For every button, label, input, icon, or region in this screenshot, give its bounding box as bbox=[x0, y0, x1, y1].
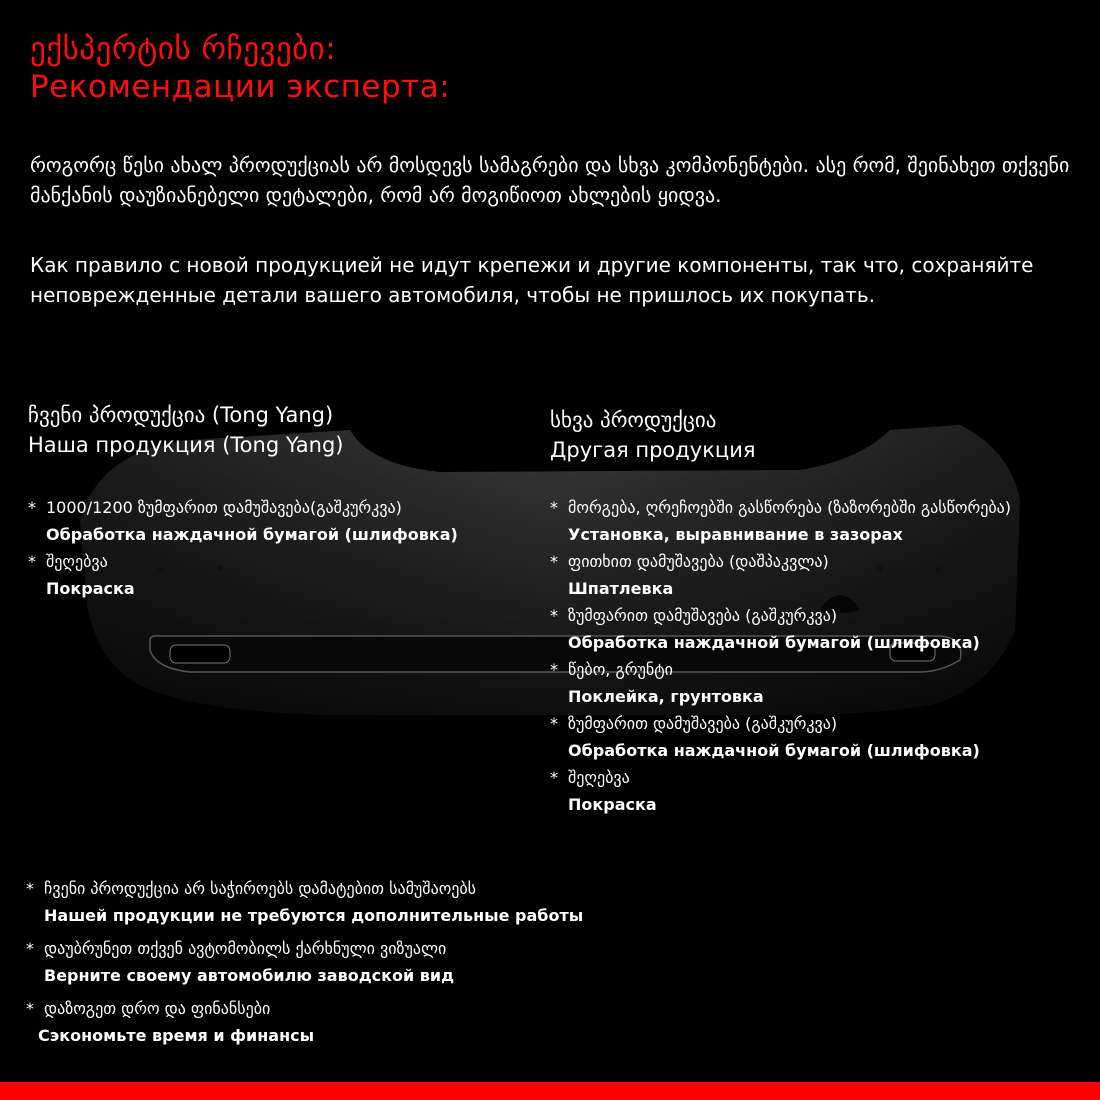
other-step-4 bbox=[550, 656, 1011, 683]
bottom-accent-bar bbox=[0, 1082, 1100, 1100]
intro-russian: Как правило с новой продукцией не идут крепежи и другие компоненты, так что, сохраняйте неповрежденные детали вашего автомобиля, чтобы не пришлось их покупать. bbox=[30, 253, 1034, 307]
bullet-icon: * bbox=[550, 660, 558, 679]
our-step-2-russian: Покраска bbox=[46, 579, 135, 598]
other-step-2-russian: Шпатлевка bbox=[568, 579, 674, 598]
benefit-3-georgian: დაზოგეთ დრო და ფინანსები bbox=[44, 999, 271, 1018]
other-step-1-georgian: მორგება, ღრეჩოებში გასწორება (ზაზორებში გასწორება) bbox=[568, 498, 1011, 517]
benefit-1 bbox=[26, 875, 583, 902]
our-product-section bbox=[28, 400, 458, 602]
other-step-6-georgian: შეღებვა bbox=[568, 768, 630, 787]
other-step-5 bbox=[550, 710, 1011, 737]
benefit-2-russian: Верните своему автомобилю заводской вид bbox=[44, 966, 454, 985]
other-step-6-russian: Покраска bbox=[568, 795, 657, 814]
other-step-5-georgian: ზუმფარით დამუშავება (გაშკურკვა) bbox=[568, 714, 838, 733]
bullet-icon: * bbox=[28, 552, 36, 571]
benefit-2-georgian: დაუბრუნეთ თქვენ ავტომობილს ქარხნული ვიზუალი bbox=[44, 939, 447, 958]
our-product-heading-georgian: ჩვენი პროდუქცია (Tong Yang) bbox=[28, 403, 334, 427]
intro-georgian: როგორც წესი ახალ პროდუქციას არ მოსდევს სამაგრები და სხვა კომპონენტები. ასე რომ, შეინახეთ თქვენი მანქანის დაუზიანებელი დეტალები, რომ არ მოგიწიოთ ახლების ყიდვა. bbox=[30, 153, 1070, 207]
our-step-1-georgian: 1000/1200 ზუმფარით დამუშავება(გაშკურკვა) bbox=[46, 498, 402, 517]
benefit-3-russian: Сэкономьте время и финансы bbox=[38, 1026, 315, 1045]
our-step-1 bbox=[28, 494, 458, 521]
other-product-heading-georgian: სხვა პროდუქცია bbox=[550, 408, 717, 432]
other-step-3-georgian: ზუმფარით დამუშავება (გაშკურკვა) bbox=[568, 606, 838, 625]
other-step-2 bbox=[550, 548, 1011, 575]
other-step-1 bbox=[550, 494, 1011, 521]
bullet-icon: * bbox=[26, 939, 34, 958]
our-step-2 bbox=[28, 548, 458, 575]
benefits-list bbox=[26, 875, 583, 1049]
bullet-icon: * bbox=[550, 768, 558, 787]
other-step-6 bbox=[550, 764, 1011, 791]
other-step-2-georgian: ფითხით დამუშავება (დაშპაკვლა) bbox=[568, 552, 829, 571]
benefit-2 bbox=[26, 935, 583, 962]
bullet-icon: * bbox=[550, 498, 558, 517]
our-product-heading-russian: Наша продукция (Tong Yang) bbox=[28, 433, 344, 457]
bullet-icon: * bbox=[550, 714, 558, 733]
bullet-icon: * bbox=[26, 999, 34, 1018]
heading-russian: Рекомендации эксперта: bbox=[30, 69, 451, 105]
benefit-1-georgian: ჩვენი პროდუქცია არ საჭიროებს დამატებით სამუშაოებს bbox=[44, 879, 477, 898]
bullet-icon: * bbox=[550, 552, 558, 571]
other-step-1-russian: Установка, выравнивание в зазорах bbox=[568, 525, 903, 544]
bullet-icon: * bbox=[26, 879, 34, 898]
other-step-5-russian: Обработка наждачной бумагой (шлифовка) bbox=[568, 741, 980, 760]
other-step-4-georgian: წებო, გრუნტი bbox=[568, 660, 673, 679]
other-step-3-russian: Обработка наждачной бумагой (шлифовка) bbox=[568, 633, 980, 652]
benefit-3 bbox=[26, 995, 583, 1022]
other-product-section bbox=[550, 405, 1011, 818]
bullet-icon: * bbox=[550, 606, 558, 625]
bullet-icon: * bbox=[28, 498, 36, 517]
other-product-heading-russian: Другая продукция bbox=[550, 438, 756, 462]
heading-georgian: ექსპერტის რჩევები: bbox=[30, 31, 337, 67]
other-step-3 bbox=[550, 602, 1011, 629]
benefit-1-russian: Нашей продукции не требуются дополнительные работы bbox=[44, 906, 584, 925]
other-step-4-russian: Поклейка, грунтовка bbox=[568, 687, 764, 706]
our-step-1-russian: Обработка наждачной бумагой (шлифовка) bbox=[46, 525, 458, 544]
our-step-2-georgian: შეღებვა bbox=[46, 552, 108, 571]
